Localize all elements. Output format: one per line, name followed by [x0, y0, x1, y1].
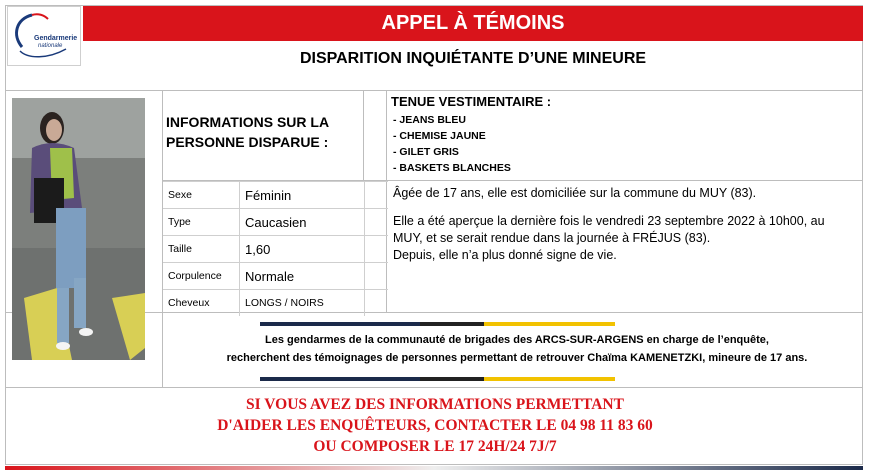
table-row: [163, 182, 388, 209]
attr-label: Taille: [163, 236, 240, 263]
attr-label: Sexe: [163, 182, 240, 209]
attr-value: Caucasien: [240, 209, 365, 236]
contact-line: OU COMPOSER LE 17 24H/24 7J/7: [313, 438, 557, 455]
appeal-line: recherchent des témoignages de personnes permettant de retrouver Chaïma KAMENETZKI, mineure de 17 ans.: [226, 352, 808, 364]
contact-line: SI VOUS AVEZ DES INFORMATIONS PERMETTANT: [246, 396, 624, 413]
appeal-text: [172, 331, 862, 367]
table-row: [163, 209, 388, 236]
gendarmerie-logo: [7, 6, 81, 66]
attr-value: LONGS / NOIRS: [240, 290, 365, 317]
clothing-item: - BASKETS BLANCHES: [393, 162, 511, 174]
divider: [363, 90, 364, 180]
missing-person-photo: [12, 98, 145, 360]
attr-spacer: [365, 290, 389, 317]
contact-block: [160, 394, 710, 457]
contact-line: D'AIDER LES ENQUÊTEURS, CONTACTER LE 04 98 11 83 60: [217, 417, 653, 434]
description-paragraph: Depuis, elle n’a plus donné signe de vie.: [393, 248, 617, 262]
tricolor-stripe: [260, 377, 615, 381]
attr-spacer: [365, 236, 389, 263]
clothing-item: - JEANS BLEU: [393, 114, 466, 126]
appeal-line: Les gendarmes de la communauté de brigades des ARCS-SUR-ARGENS en charge de l’enquête,: [265, 334, 769, 346]
clothing-list: [393, 112, 511, 176]
page-subtitle: DISPARITION INQUIÉTANTE D’UNE MINEURE: [299, 50, 647, 67]
description-paragraph: Âgée de 17 ans, elle est domiciliée sur la commune du MUY (83).: [393, 186, 757, 200]
table-row: [163, 263, 388, 290]
tricolor-stripe: [260, 322, 615, 326]
attr-spacer: [365, 263, 389, 290]
clothing-title: TENUE VESTIMENTAIRE :: [391, 94, 552, 109]
attr-label: Type: [163, 209, 240, 236]
description: [393, 185, 855, 275]
appeal-banner: APPEL À TÉMOINS: [83, 6, 863, 41]
clothing-item: - GILET GRIS: [393, 146, 459, 158]
attr-label: Corpulence: [163, 263, 240, 290]
info-section-title: INFORMATIONS SUR LA PERSONNE DISPARUE :: [166, 114, 329, 150]
attr-value: 1,60: [240, 236, 365, 263]
divider: [5, 90, 863, 91]
divider: [5, 387, 863, 388]
attr-value: Féminin: [240, 182, 365, 209]
table-row: [163, 290, 388, 317]
clothing-item: - CHEMISE JAUNE: [393, 130, 486, 142]
description-paragraph: Elle a été aperçue la dernière fois le vendredi 23 septembre 2022 à 10h00, au MUY, et se serait rendue dans la journée à FRÉJUS (83).: [393, 214, 825, 245]
attr-spacer: [365, 209, 389, 236]
attr-value: Normale: [240, 263, 365, 290]
logo-subtext: nationale: [38, 43, 63, 49]
attr-spacer: [365, 182, 389, 209]
table-row: [163, 236, 388, 263]
attr-label: Cheveux: [163, 290, 240, 317]
attributes-table: [163, 181, 388, 316]
bottom-border: [5, 466, 863, 470]
logo-text: Gendarmerie: [34, 35, 78, 42]
